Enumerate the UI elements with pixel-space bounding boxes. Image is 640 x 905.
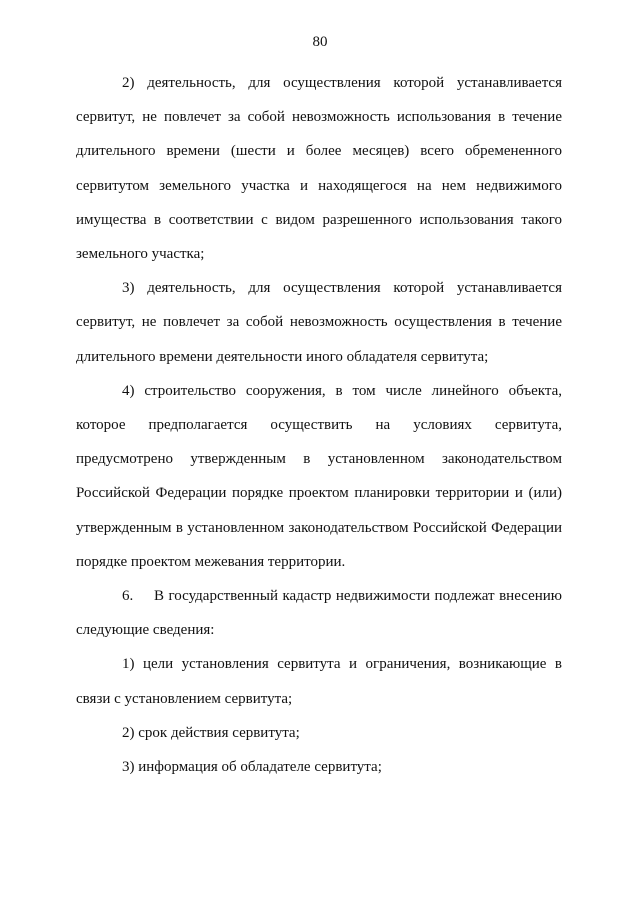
- section-6-heading-text: В государственный кадастр недвижимости подлежат внесению: [154, 588, 562, 605]
- section-6-heading: [76, 579, 562, 613]
- section-6-continuation: следующие сведения:: [76, 622, 215, 639]
- page-number: 80: [312, 34, 328, 50]
- list-item-1: 1) цели установления сервитута и ограничения, возникающие в связи с установлением сервитута;: [76, 656, 562, 707]
- document-body: [76, 66, 562, 784]
- paragraph-item-4: 4) строительство сооружения, в том числе линейного объекта, которое предполагается осуществить на условиях сервитута, предусмотрено утвержденным в установленном законодательством Российской Федерации порядке проектом планировки территории и (или) утвержденным в установленном законодательством Российской Федерации порядке проектом межевания территории.: [76, 382, 562, 570]
- list-item-3: 3) информация об обладателе сервитута;: [122, 759, 382, 776]
- paragraph-item-3: 3) деятельность, для осуществления которой устанавливается сервитут, не повлечет за собой невозможность осуществления в течение длительного времени деятельности иного обладателя сервитута;: [76, 280, 562, 365]
- list-item-2: 2) срок действия сервитута;: [122, 724, 300, 741]
- section-6-number: 6.: [122, 588, 134, 605]
- paragraph-item-2: 2) деятельность, для осуществления которой устанавливается сервитут, не повлечет за собой невозможность использования в течение длительного времени (шести и более месяцев) всего обремененного сервитутом земельного участка и находящегося на нем недвижимого имущества в соответствии с видом разрешенного использования такого земельного участка;: [76, 75, 562, 263]
